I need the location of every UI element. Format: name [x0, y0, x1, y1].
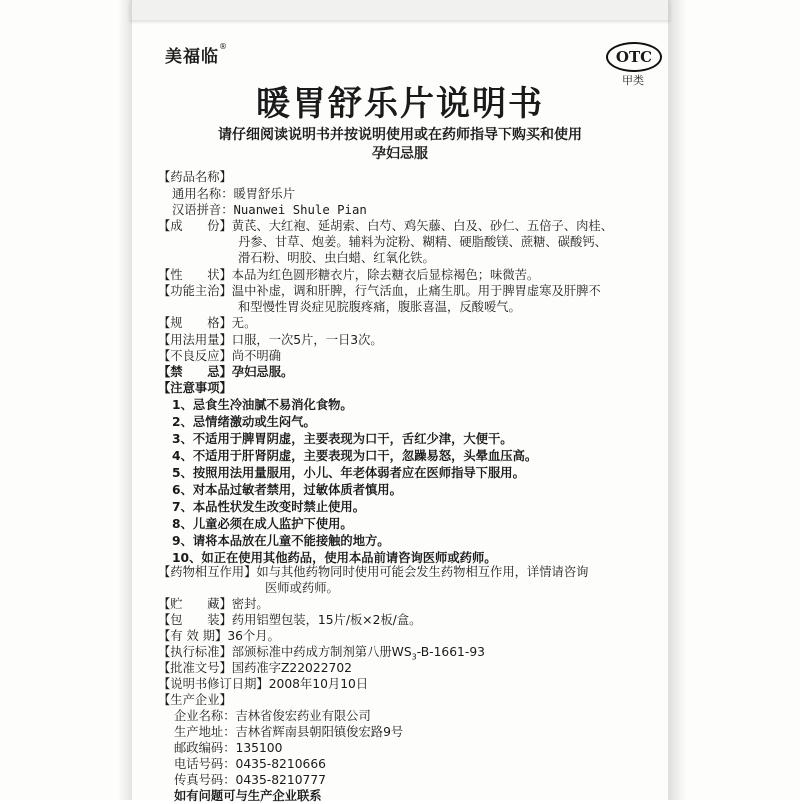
- interaction-label: 【药物相互作用】: [158, 565, 257, 579]
- brand-logo: [165, 42, 228, 67]
- spec-label: 【规 格】: [158, 316, 232, 330]
- company-value: 吉林省俊宏药业有限公司: [235, 709, 371, 723]
- pinyin-value: Nuanwei Shule Pian: [233, 203, 367, 217]
- function-value-2: 和型慢性胃炎症见脘腹疼痛，腹胀喜温，反酸嗳气。: [238, 300, 521, 314]
- postcode-value: 135100: [235, 741, 283, 755]
- postcode-label: 邮政编码：: [174, 741, 236, 755]
- ingredients-value-2: 丹参、甘草、炮姜。辅料为淀粉、糊精、硬脂酸镁、蔗糖、碳酸钙、: [238, 235, 607, 249]
- company-label: 企业名称：: [174, 709, 236, 723]
- paper-top-edge: [130, 0, 670, 20]
- storage-label: 【贮 藏】: [158, 597, 232, 611]
- precaution-item: 7、本品性状发生改变时禁止使用。: [172, 500, 366, 514]
- spec-value: 无。: [231, 316, 257, 330]
- usage-label: 【用法用量】: [158, 333, 232, 347]
- package-value: 药用铝塑包装，15片/板×2板/盒。: [231, 613, 422, 627]
- validity-label: 【有 效 期】: [158, 629, 228, 643]
- otc-class: 甲类: [622, 74, 644, 87]
- pinyin-label: 汉语拼音：: [172, 203, 234, 217]
- precaution-item: 8、儿童必须在成人监护下使用。: [172, 517, 353, 531]
- function-value-1: 温中补虚，调和肝脾，行气活血，止痛生肌。用于脾胃虚寒及肝脾不: [231, 284, 601, 298]
- usage-value: 口服，一次5片，一日3次。: [231, 333, 383, 347]
- function-label: 【功能主治】: [158, 284, 232, 298]
- standard-subscript: 3: [411, 652, 417, 662]
- common-name-value: 暖胃舒乐片: [233, 187, 295, 201]
- registered-mark: ®: [219, 42, 228, 51]
- address-value: 吉林省辉南县朝阳镇俊宏路9号: [235, 725, 404, 739]
- manufacturer-header: 【生产企业】: [158, 693, 232, 707]
- precaution-item: 2、忌情绪激动或生闷气。: [172, 415, 316, 429]
- brand-name: 美福临: [165, 47, 219, 67]
- ingredients-label: 【成 份】: [158, 219, 232, 233]
- otc-badge: OTC: [606, 42, 662, 72]
- phone-label: 电话号码：: [174, 757, 236, 771]
- ingredients-value-1: 黄芪、大红袍、延胡索、白芍、鸡矢藤、白及、砂仁、五倍子、肉桂、: [231, 219, 614, 233]
- precaution-item: 4、不适用于肝肾阴虚，主要表现为口干，忽躁易怒，头晕血压高。: [172, 449, 538, 463]
- standard-code: -B-1661-93: [416, 645, 485, 659]
- character-value: 本品为红色圆形糖衣片，除去糖衣后显棕褐色；味微苦。: [231, 268, 540, 282]
- adverse-label: 【不良反应】: [158, 349, 232, 363]
- fax-label: 传真号码：: [174, 773, 236, 787]
- revision-value: 2008年10月10日: [268, 677, 369, 691]
- spec-row: [158, 313, 256, 331]
- character-label: 【性 状】: [158, 268, 232, 282]
- adverse-value: 尚不明确: [231, 349, 281, 363]
- phone-value: 0435-8210666: [235, 757, 326, 771]
- interaction-row: [158, 562, 588, 580]
- fax-value: 0435-8210777: [235, 773, 326, 787]
- precaution-item: 10、如正在使用其他药品，使用本品前请咨询医师或药师。: [172, 551, 497, 565]
- precaution-item: 1、忌食生冷油腻不易消化食物。: [172, 398, 353, 412]
- precaution-item: 5、按照用法用量服用，小儿、年老体弱者应在医师指导下服用。: [172, 466, 525, 480]
- approval-label: 【批准文号】: [158, 661, 232, 675]
- interaction-value-2: 医师或药师。: [265, 581, 339, 595]
- address-label: 生产地址：: [174, 725, 236, 739]
- storage-value: 密封。: [231, 597, 269, 611]
- pregnancy-warning: 孕妇忌服: [372, 146, 428, 162]
- precaution-item: 3、不适用于脾胃阴虚，主要表现为口干，舌红少津，大便干。: [172, 432, 513, 446]
- precaution-item: 6、对本品过敏者禁用，过敏体质者慎用。: [172, 483, 402, 497]
- approval-value: 国药准字Z22022702: [231, 661, 352, 675]
- standard-label: 【执行标准】: [158, 645, 232, 659]
- standard-value: 部颁标准中药成方制剂第八册WS: [231, 645, 412, 659]
- precaution-item: 9、请将本品放在儿童不能接触的地方。: [172, 534, 390, 548]
- package-label: 【包 装】: [158, 613, 232, 627]
- contact-manufacturer-note: 如有问题可与生产企业联系: [174, 789, 322, 803]
- contraindication-value: 孕妇忌服。: [231, 365, 294, 379]
- common-name-label: 通用名称：: [172, 187, 234, 201]
- contraindication-label: 【禁 忌】: [158, 365, 232, 379]
- page-title: 暖胃舒乐片说明书: [256, 84, 544, 124]
- drug-name-header: 【药品名称】: [158, 170, 232, 184]
- validity-value: 36个月。: [227, 629, 280, 643]
- precautions-header: 【注意事项】: [158, 381, 232, 395]
- usage-warning: 请仔细阅读说明书并按说明使用或在药师指导下购买和使用: [218, 127, 582, 143]
- ingredients-value-3: 滑石粉、明胶、虫白蜡、红氧化铁。: [238, 251, 435, 265]
- interaction-value-1: 如与其他药物同时使用可能会发生药物相互作用，详情请咨询: [256, 565, 589, 579]
- revision-label: 【说明书修订日期】: [158, 677, 269, 691]
